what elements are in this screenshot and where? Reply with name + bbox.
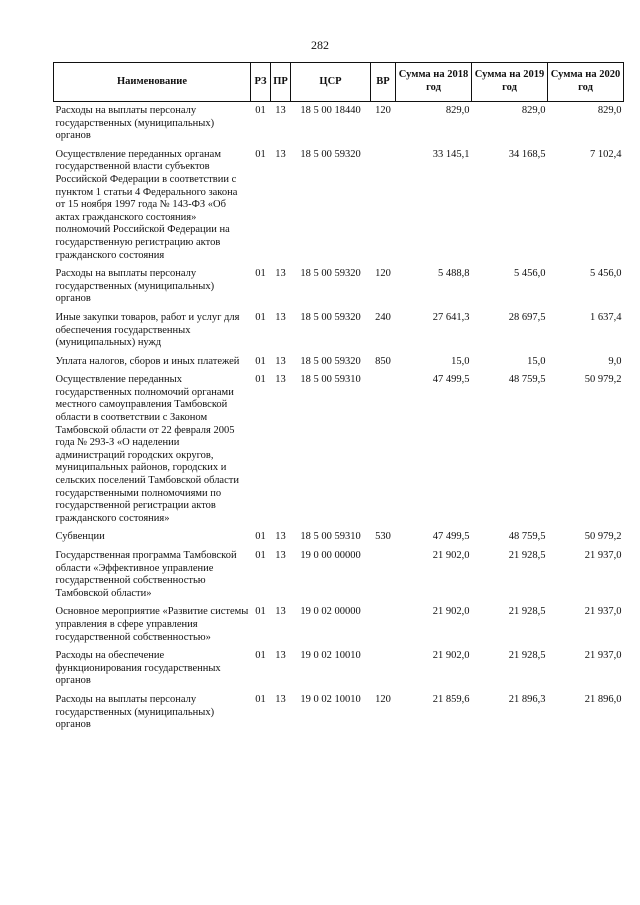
table-row [54,547,624,603]
row-csr: 19 0 00 00000 [300,550,361,561]
row-sum-2018: 21 902,0 [432,606,470,618]
table-row [54,265,624,309]
row-pr: 13 [275,355,286,367]
table-row [54,647,624,691]
row-sum-2018: 21 902,0 [432,650,470,662]
row-name: Расходы на обеспечение функционирования государственных органов [55,650,221,687]
row-sum-2018: 27 641,3 [432,311,470,323]
row-pr: 13 [275,374,286,386]
row-rz: 01 [255,374,266,386]
row-name: Субвенции [55,531,105,543]
table-body [54,102,624,735]
row-csr: 19 0 02 00000 [300,606,361,618]
row-sum-2020: 21 937,0 [584,550,622,561]
row-csr: 18 5 00 59320 [300,355,361,367]
row-sum-2020: 21 896,0 [584,693,622,705]
row-pr: 13 [275,105,286,116]
row-csr: 18 5 00 59310 [300,374,361,386]
row-sum-2020: 50 979,2 [584,531,622,543]
row-sum-2018: 5 488,8 [438,268,470,280]
row-vr: 120 [375,105,391,116]
row-rz: 01 [255,268,266,280]
row-rz: 01 [255,105,266,116]
row-sum-2020: 21 937,0 [584,606,622,618]
page-number: 282 [311,38,329,52]
row-sum-2018: 47 499,5 [432,374,470,386]
row-csr: 18 5 00 59320 [300,148,361,160]
row-sum-2020: 21 937,0 [584,650,622,662]
row-sum-2018: 21 859,6 [432,693,470,705]
row-sum-2018: 21 902,0 [432,550,470,561]
row-sum-2020: 829,0 [597,105,622,116]
row-rz: 01 [255,531,266,543]
row-pr: 13 [275,606,286,618]
row-sum-2018: 47 499,5 [432,531,470,543]
header-pr: ПР [271,63,291,102]
header-csr: ЦСР [291,63,371,102]
row-name: Уплата налогов, сборов и иных платежей [55,355,240,367]
row-sum-2018: 829,0 [445,105,470,116]
table-row [54,603,624,647]
row-name: Иные закупки товаров, работ и услуг для обеспечения государственных (муниципальных) нужд [55,311,240,349]
row-rz: 01 [255,148,266,160]
row-pr: 13 [275,268,286,280]
row-name: Осуществление переданных органам государственной власти субъектов Российской Федерации в соответствии с пунктом 1 статьи 4 Федерального закона от 15 ноября 1997 года № 143-ФЗ «Об актах гражданского состояния» полномочий Российской Федерации на государственную регистрацию актов гражданского состояния [55,148,238,261]
row-sum-2019: 48 759,5 [508,531,546,543]
row-rz: 01 [255,606,266,618]
row-name: Основное мероприятие «Развитие системы управления в сфере управления государственной собственностью» [55,606,249,643]
row-csr: 18 5 00 59310 [300,531,361,543]
table-row [54,691,624,735]
row-csr: 18 5 00 59320 [300,268,361,280]
table-row [54,146,624,265]
row-name: Расходы на выплаты персоналу государственных (муниципальных) органов [55,693,215,731]
row-sum-2020: 5 456,0 [590,268,622,280]
row-rz: 01 [255,355,266,367]
row-sum-2019: 34 168,5 [508,148,546,160]
row-pr: 13 [275,531,286,543]
table-row [54,371,624,528]
row-rz: 01 [255,311,266,323]
row-csr: 18 5 00 18440 [300,105,361,116]
row-sum-2019: 21 896,3 [508,693,546,705]
row-sum-2019: 15,0 [527,355,546,367]
row-vr: 530 [375,531,391,543]
header-2018: Сумма на 2018 год [396,63,472,102]
row-name: Расходы на выплаты персоналу государственных (муниципальных) органов [55,268,215,305]
row-vr [371,146,396,265]
budget-table [53,62,624,735]
row-name: Осуществление переданных государственных полномочий органами местного самоуправления Тамбовской области в соответствии с Законом Тамбовской области от 22 февраля 2005 года № 293-З «О наделении администраций городских округов, муниципальных районов, городских и сельских поселений Тамбовской области государственными полномочиями по государственной регистрации актов гражданского состояния» [55,374,239,524]
row-pr: 13 [275,311,286,323]
row-vr: 850 [375,355,391,367]
row-sum-2019: 21 928,5 [508,550,546,561]
row-sum-2020: 50 979,2 [584,374,622,386]
header-2020: Сумма на 2020 год [548,63,624,102]
row-csr: 19 0 02 10010 [300,650,361,662]
row-csr: 18 5 00 59320 [300,311,361,323]
table-header [54,63,624,102]
header-name: Наименование [54,63,251,102]
row-vr: 240 [375,311,391,323]
row-pr: 13 [275,650,286,662]
row-sum-2019: 5 456,0 [514,268,546,280]
table-row [54,353,624,372]
header-vr: ВР [371,63,396,102]
row-sum-2020: 1 637,4 [590,311,622,323]
header-2019: Сумма на 2019 год [472,63,548,102]
row-name: Государственная программа Тамбовской области «Эффективное управление государственной собственностью Тамбовской области» [55,550,237,599]
row-sum-2019: 829,0 [521,105,546,116]
row-sum-2018: 15,0 [451,355,470,367]
row-vr: 120 [375,693,391,705]
row-sum-2019: 21 928,5 [508,606,546,618]
row-vr [371,647,396,691]
row-vr [371,603,396,647]
row-sum-2018: 33 145,1 [432,148,470,160]
row-vr [371,371,396,528]
row-sum-2020: 7 102,4 [590,148,622,160]
table-row [54,102,624,146]
row-vr: 120 [375,268,391,280]
row-pr: 13 [275,550,286,561]
row-sum-2019: 48 759,5 [508,374,546,386]
row-rz: 01 [255,650,266,662]
header-rz: РЗ [251,63,271,102]
table-row [54,528,624,547]
row-vr [371,547,396,603]
table-row [54,309,624,353]
row-sum-2020: 9,0 [608,355,622,367]
row-pr: 13 [275,693,286,705]
row-sum-2019: 21 928,5 [508,650,546,662]
row-pr: 13 [275,148,286,160]
row-csr: 19 0 02 10010 [300,693,361,705]
row-rz: 01 [255,693,266,705]
row-name: Расходы на выплаты персоналу государственных (муниципальных) органов [55,105,215,142]
row-sum-2019: 28 697,5 [508,311,546,323]
row-rz: 01 [255,550,266,561]
